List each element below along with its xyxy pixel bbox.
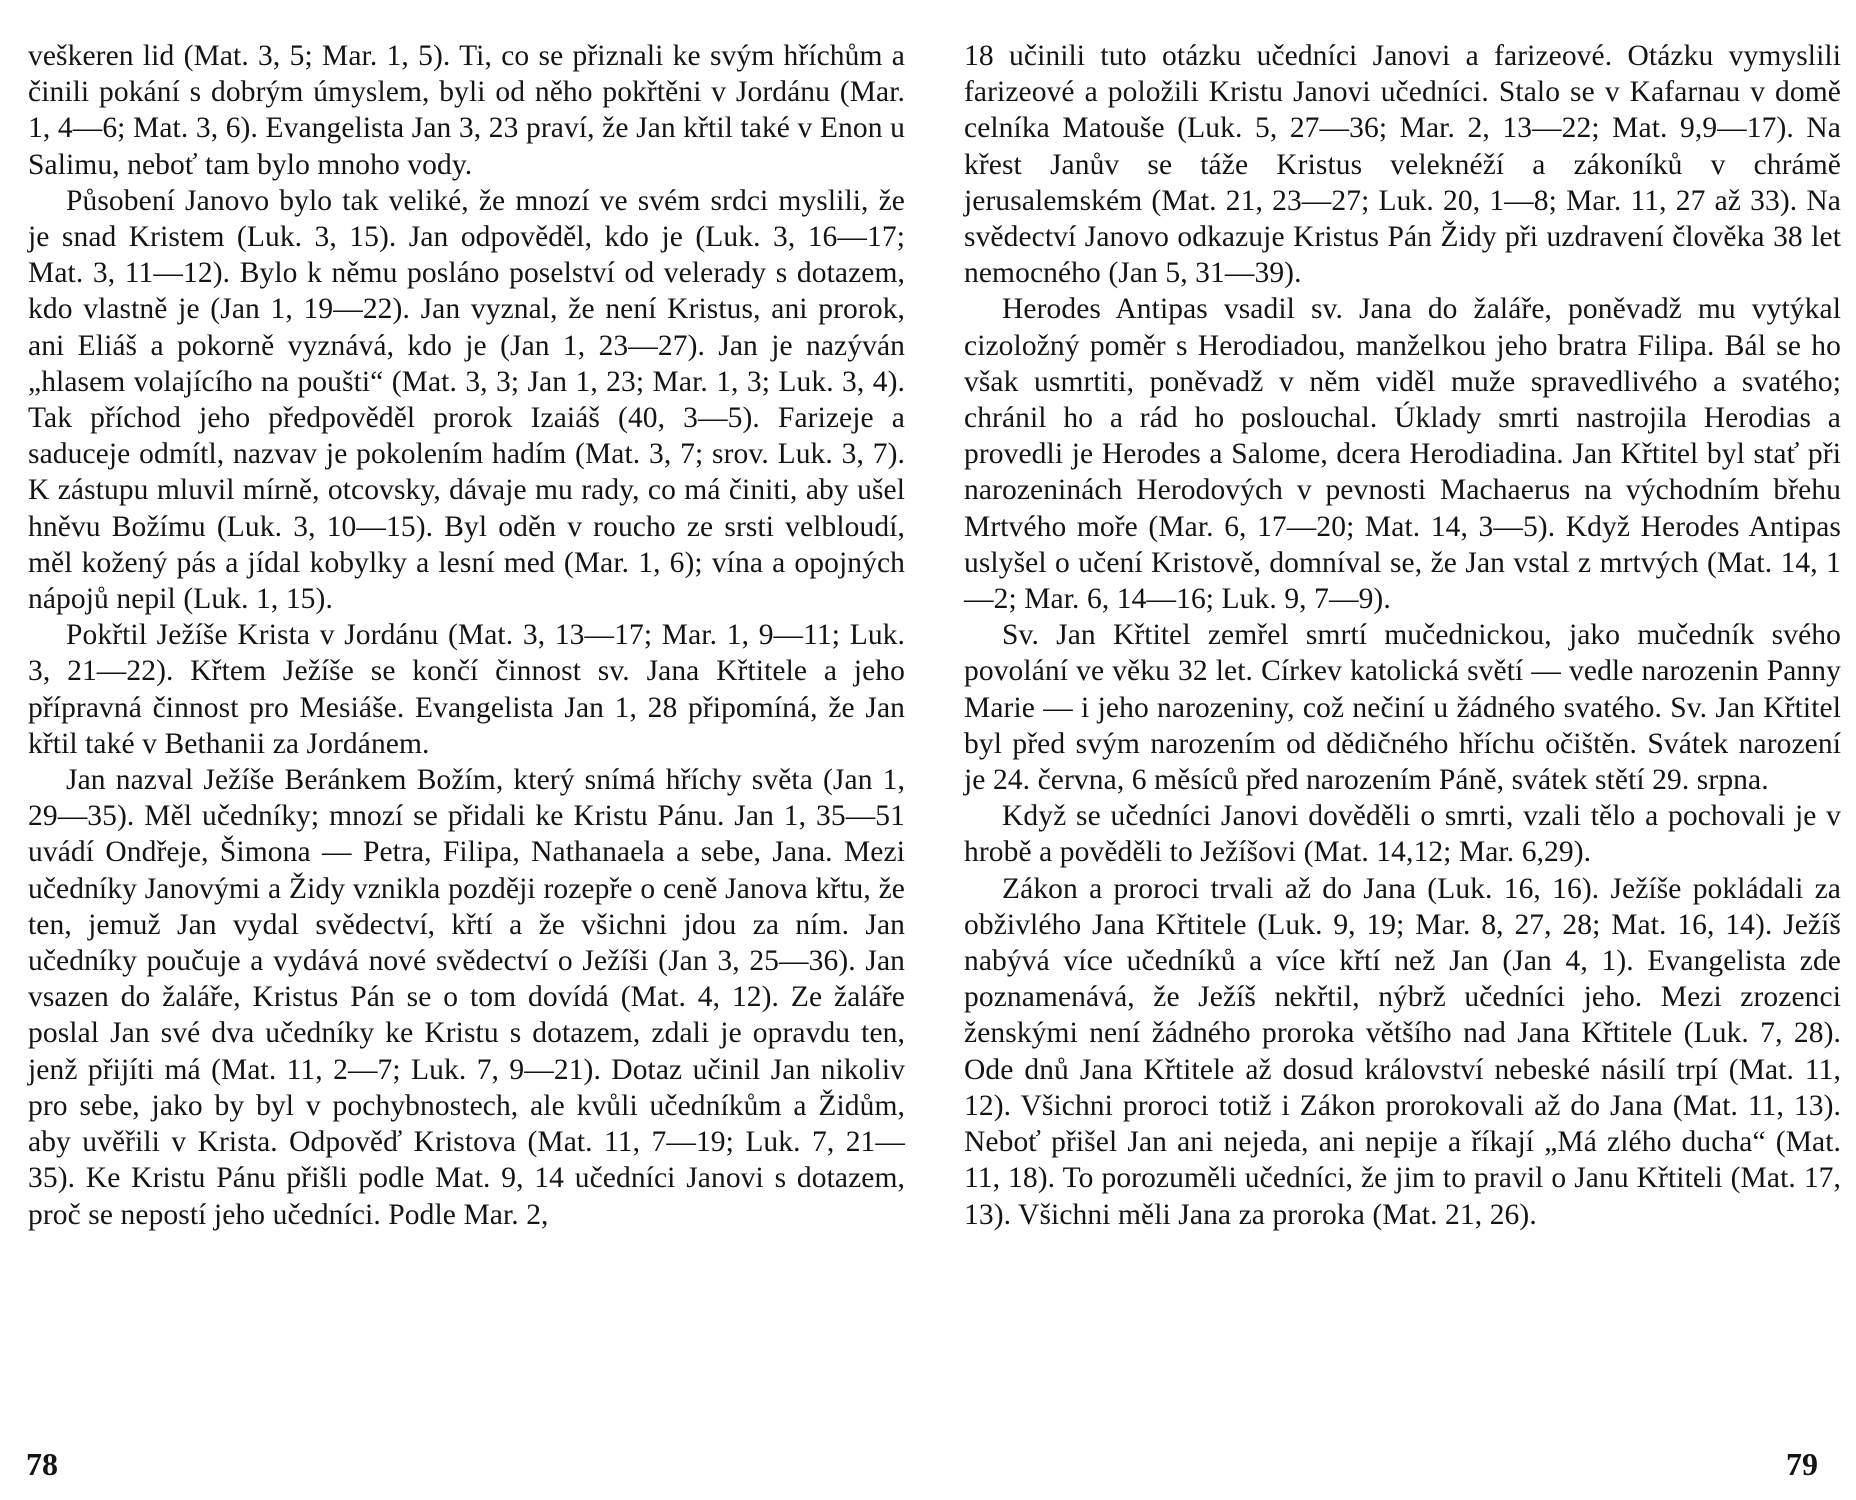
page-number-left: 78 xyxy=(26,1446,58,1482)
paragraph: 18 učinili tuto otázku učedníci Janovi a farizeové. Otázku vymyslili farizeové a položili Kristu Janovi učedníci. Stalo se v Kafarnau v domě celníka Matouše (Luk. 5, 27—36; Mar. 2, 13—22; Mat. 9,9—17). Na křest Janův se táže Kristus veleknéží a zákoníků v chrámě jerusalemském (Mat. 21, 23—27; Luk. 20, 1—8; Mar. 11, 27 až 33). Na svědectví Janovo odkazuje Kristus Pán Židy při uzdravení člověka 38 let nemocného (Jan 5, 31—39). xyxy=(964,40,1841,290)
right-page xyxy=(964,38,1841,1233)
left-page xyxy=(28,38,905,1233)
paragraph: Pokřtil Ježíše Krista v Jordánu (Mat. 3, 13—17; Mar. 1, 9—11; Luk. 3, 21—22). Křtem Ježíše se končí činnost sv. Jana Křtitele a jeho přípravná činnost pro Mesiáše. Evangelista Jan 1, 28 připomíná, že Jan křtil také v Bethanii za Jordánem. xyxy=(28,619,905,760)
paragraph: Herodes Antipas vsadil sv. Jana do žaláře, poněvadž mu vytýkal cizoložný poměr s Herodiadou, manželkou jeho bratra Filipa. Bál se ho však usmrtiti, poněvadž v něm viděl muže spravedlivého a svatého; chránil ho a rád ho poslouchal. Úklady smrti nastrojila Herodias a provedli je Herodes a Salome, dcera Herodiadina. Jan Křtitel byl stať při narozeninách Herodových v pevnosti Machaerus na východním břehu Mrtvého moře (Mar. 6, 17—20; Mat. 14, 3—5). Když Herodes Antipas uslyšel o učení Kristově, domníval se, že Jan vstal z mrtvých (Mat. 14, 1—2; Mar. 6, 14—16; Luk. 9, 7—9). xyxy=(964,293,1841,616)
paragraph: veškeren lid (Mat. 3, 5; Mar. 1, 5). Ti, co se přiznali ke svým hříchům a činili pokání s dobrým úmyslem, byli od něho pokřtěni v Jordánu (Mar. 1, 4—6; Mat. 3, 6). Evangelista Jan 3, 23 praví, že Jan křtil také v Enon u Salimu, neboť tam bylo mnoho vody. xyxy=(28,40,905,181)
paragraph: Sv. Jan Křtitel zemřel smrtí mučednickou, jako mučedník svého povolání ve věku 32 let. Církev katolická světí — vedle narozenin Panny Marie — i jeho narozeniny, což nečiní u žádného svatého. Sv. Jan Křtitel byl před svým narozením od dědičného hříchu očištěn. Svátek narození je 24. června, 6 měsíců před narozením Páně, svátek stětí 29. srpna. xyxy=(964,619,1841,797)
paragraph: Působení Janovo bylo tak veliké, že mnozí ve svém srdci myslili, že je snad Kristem (Luk. 3, 15). Jan odpověděl, kdo je (Luk. 3, 16—17; Mat. 3, 11—12). Bylo k němu posláno poselství od velerady s dotazem, kdo vlastně je (Jan 1, 19—22). Jan vyznal, že není Kristus, ani prorok, ani Eliáš a pokorně vyznává, kdo je (Jan 1, 23—27). Jan je nazýván „hlasem volajícího na poušti“ (Mat. 3, 3; Jan 1, 23; Mar. 1, 3; Luk. 3, 4). Tak příchod jeho předpověděl prorok Izaiáš (40, 3—5). Farizeje a saduceje odmítl, nazvav je pokolením hadím (Mat. 3, 7; srov. Luk. 3, 7). K zástupu mluvil mírně, otcovsky, dávaje mu rady, co má činiti, aby ušel hněvu Božímu (Luk. 3, 10—15). Byl oděn v roucho ze srsti velbloudí, měl kožený pás a jídal kobylky a lesní med (Mar. 1, 6); vína a opojných nápojů nepil (Luk. 1, 15). xyxy=(28,184,905,616)
page-number-right: 79 xyxy=(1786,1446,1818,1482)
paragraph: Jan nazval Ježíše Beránkem Božím, který snímá hříchy světa (Jan 1, 29—35). Měl učedníky; mnozí se přidali ke Kristu Pánu. Jan 1, 35—51 uvádí Ondřeje, Šimona — Petra, Filipa, Nathanaela a sebe, Jana. Mezi učedníky Janovými a Židy vznikla později rozepře o ceně Janova křtu, že ten, jemuž Jan vydal svědectví, křtí a že všichni jdou za ním. Jan učedníky poučuje a vydává nové svědectví o Ježíši (Jan 3, 25—36). Jan vsazen do žaláře, Kristus Pán se o tom dovídá (Mat. 4, 12). Ze žaláře poslal Jan své dva učedníky ke Kristu s dotazem, zdali je opravdu ten, jenž přijíti má (Mat. 11, 2—7; Luk. 7, 9—21). Dotaz učinil Jan nikoliv pro sebe, jako by byl v pochybnostech, ale kvůli učedníkům a Židům, aby uvěřili v Krista. Odpověď Kristova (Mat. 11, 7—19; Luk. 7, 21—35). Ke Kristu Pánu přišli podle Mat. 9, 14 učedníci Janovi s dotazem, proč se nepostí jeho učedníci. Podle Mar. 2, xyxy=(28,764,905,1231)
right-page-text xyxy=(964,38,1841,1233)
left-page-text xyxy=(28,38,905,1233)
paragraph: Zákon a proroci trvali až do Jana (Luk. 16, 16). Ježíše pokládali za obživlého Jana Křtitele (Luk. 9, 19; Mar. 8, 27, 28; Mat. 16, 14). Ježíš nabývá více učedníků a více křtí než Jan (Jan 4, 1). Evangelista zde poznamenává, že Ježíš nekřtil, nýbrž učedníci jeho. Mezi zrozenci ženskými není žádného proroka většího nad Jana Křtitele (Luk. 7, 28). Ode dnů Jana Křtitele až dosud království nebeské násilí trpí (Mat. 11, 12). Všichni proroci totiž i Zákon prorokovali až do Jana (Mat. 11, 13). Neboť přišel Jan ani nejeda, ani nepije a říkají „Má zlého ducha“ (Mat. 11, 18). To porozuměli učedníci, že jim to pravil o Janu Křtiteli (Mat. 17, 13). Všichni měli Jana za proroka (Mat. 21, 26). xyxy=(964,872,1841,1231)
paragraph: Když se učedníci Janovi dověděli o smrti, vzali tělo a pochovali je v hrobě a pověděli to Ježíšovi (Mat. 14,12; Mar. 6,29). xyxy=(964,800,1841,869)
